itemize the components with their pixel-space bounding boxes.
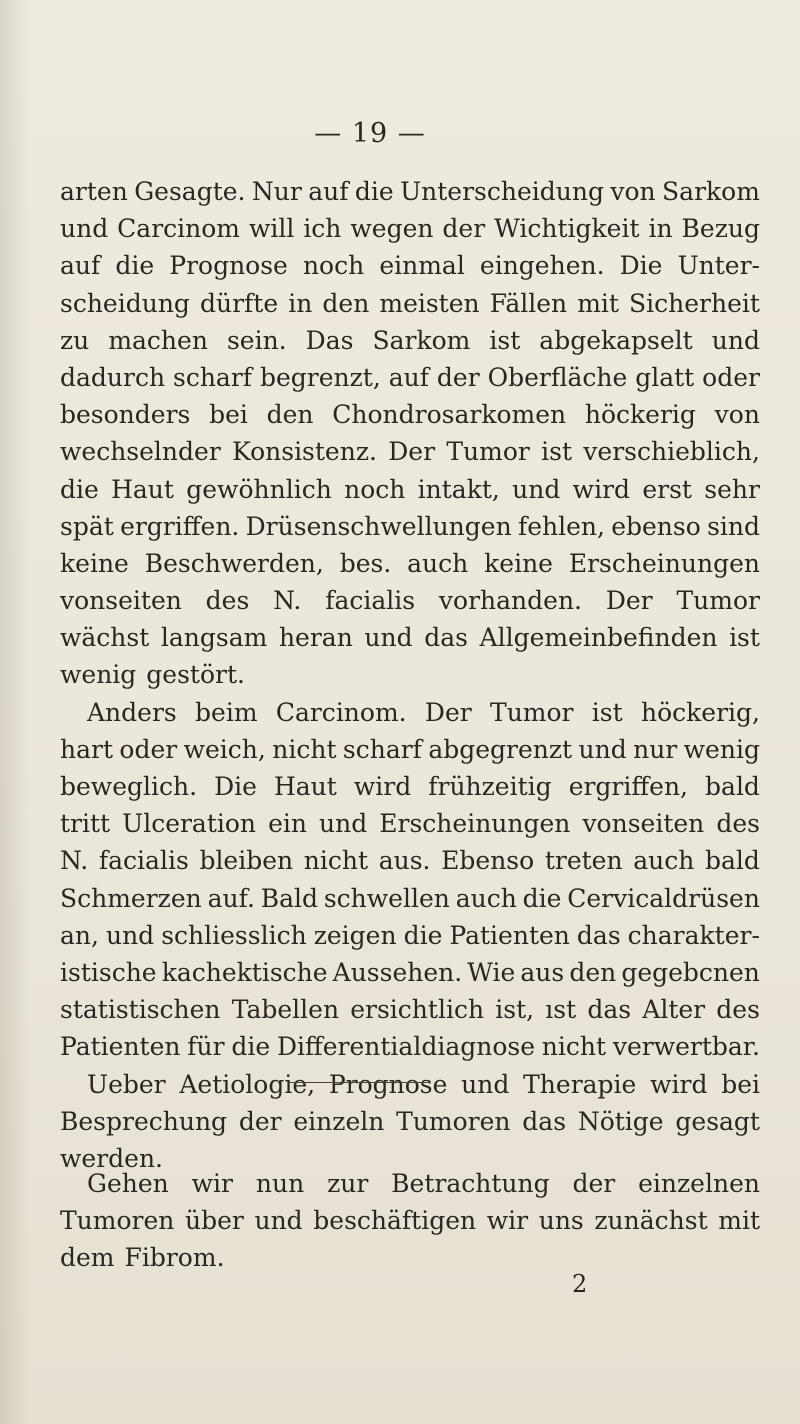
word: nicht xyxy=(272,734,337,764)
word: Tumor xyxy=(490,697,574,727)
word: nur xyxy=(633,734,678,764)
text-line xyxy=(60,210,760,247)
word: und xyxy=(364,623,413,653)
word: die xyxy=(60,474,99,504)
text-line xyxy=(60,582,760,619)
word: abgegrenzt xyxy=(428,734,573,764)
word: die xyxy=(522,883,562,913)
word: Nur xyxy=(251,177,302,206)
word: Therapie xyxy=(523,1069,637,1099)
text-line xyxy=(60,1202,760,1239)
text-line xyxy=(60,656,760,693)
word: nicht xyxy=(303,846,369,876)
word: die xyxy=(115,251,155,281)
word: spät xyxy=(60,511,114,541)
word: Bezug xyxy=(681,214,760,244)
word: Sarkom xyxy=(662,177,760,206)
word: Das xyxy=(305,325,354,355)
word: mit xyxy=(718,1206,760,1236)
word: scheidung xyxy=(60,288,190,318)
word: dadurch xyxy=(60,362,166,392)
word: ein xyxy=(268,809,307,839)
word: auf xyxy=(388,362,429,392)
word: beschäftigen xyxy=(313,1206,477,1236)
word: Gesagte. xyxy=(134,177,246,206)
word: Wie xyxy=(467,957,516,987)
word: Der xyxy=(605,586,653,616)
word: machen xyxy=(108,325,208,355)
word: N. xyxy=(60,846,89,876)
word: frühzeitig xyxy=(428,772,552,801)
text-line xyxy=(60,880,760,917)
word: Fibrom. xyxy=(124,1243,225,1273)
text-line xyxy=(60,322,760,359)
word: vorhanden. xyxy=(438,586,583,616)
word: sehr xyxy=(704,474,760,504)
word: Drüsenschwellungen xyxy=(245,511,512,541)
word: wenig xyxy=(683,734,760,764)
word: erst xyxy=(642,474,692,504)
word: des xyxy=(716,809,760,839)
word: Wichtigkeit xyxy=(494,214,640,244)
word: auch xyxy=(455,883,517,913)
word: Chondrosarkomen xyxy=(332,400,567,430)
word: von xyxy=(714,400,760,430)
word: Allgemeinbefinden xyxy=(479,623,718,653)
word: wir xyxy=(486,1206,529,1236)
word: gegebcnen xyxy=(621,957,760,987)
word: Aetiologie, xyxy=(179,1069,316,1099)
word: ergriffen. xyxy=(120,511,240,541)
text-line xyxy=(60,1239,760,1276)
word: für xyxy=(187,1032,225,1062)
word: ist, xyxy=(495,995,535,1025)
word: vonseiten xyxy=(60,586,182,616)
word: bleiben xyxy=(199,846,294,876)
word: mit xyxy=(577,288,619,318)
word: in xyxy=(288,288,313,318)
word: verwertbar. xyxy=(612,1032,760,1062)
word: und xyxy=(254,1206,303,1236)
word: ist xyxy=(541,437,572,467)
word: noch xyxy=(302,251,365,281)
word: Carcinom xyxy=(117,214,241,244)
word: keine xyxy=(484,548,553,578)
word: dürfte xyxy=(200,288,279,318)
word: den xyxy=(266,400,314,430)
text-line xyxy=(60,396,760,433)
word: den xyxy=(569,957,617,987)
word: dem xyxy=(60,1243,115,1273)
word: bei xyxy=(209,400,248,430)
text-line xyxy=(60,805,760,842)
word: Erscheinungen xyxy=(568,548,760,578)
word: gestört. xyxy=(146,660,245,690)
word: Patienten xyxy=(449,920,570,950)
word: bald xyxy=(705,772,760,801)
word: langsam xyxy=(160,623,268,653)
word: einmal xyxy=(379,251,465,281)
word: höckerig xyxy=(584,400,696,430)
word: wenig xyxy=(60,660,137,690)
text-line xyxy=(60,1028,760,1065)
word: Haut xyxy=(273,772,337,801)
word: begrenzt, xyxy=(259,362,381,392)
word: Ebenso xyxy=(441,846,535,876)
word: vonseiten xyxy=(582,809,705,839)
word: die xyxy=(231,1032,271,1062)
word: und xyxy=(319,809,368,839)
word: gewöhnlich xyxy=(186,474,332,504)
word: des xyxy=(716,995,760,1025)
word: zunächst xyxy=(594,1206,708,1236)
word: Oberfläche xyxy=(487,362,628,392)
page-number: — 19 — xyxy=(314,118,426,149)
section-text xyxy=(60,1165,760,1277)
word: Carcinom. xyxy=(275,697,407,727)
section-divider xyxy=(290,1082,430,1083)
word: und xyxy=(711,325,760,355)
word: Nötige xyxy=(577,1106,664,1136)
word: eingehen. xyxy=(479,251,605,281)
word: die xyxy=(354,177,394,206)
word: das xyxy=(522,1106,567,1136)
word: abgekapselt xyxy=(539,325,693,355)
word: die xyxy=(403,920,443,950)
word: meisten xyxy=(379,288,480,318)
word: Die xyxy=(214,772,257,801)
word: und xyxy=(512,474,561,504)
word: wird xyxy=(572,474,631,504)
word: tritt xyxy=(60,809,111,839)
word: aus xyxy=(520,957,565,987)
word: höckerig, xyxy=(640,697,760,727)
word: Konsistenz. xyxy=(232,437,377,467)
word: wechselnder xyxy=(60,437,221,467)
text-line xyxy=(60,954,760,991)
word: scharf xyxy=(342,734,422,764)
word: Differentialdiagnose xyxy=(276,1032,536,1062)
word: sein. xyxy=(226,325,287,355)
word: Fällen xyxy=(489,288,568,318)
text-line xyxy=(60,1165,760,1202)
word: das xyxy=(576,920,621,950)
word: Tumor xyxy=(446,437,530,467)
text-line xyxy=(60,768,760,805)
word: Anders xyxy=(87,697,177,727)
word: kachektische xyxy=(161,957,328,987)
word: wegen xyxy=(350,214,434,244)
word: Prognose xyxy=(169,251,288,281)
word: Besprechung xyxy=(60,1106,228,1136)
word: ergriffen, xyxy=(568,772,688,801)
text-line xyxy=(60,694,760,731)
word: bes. xyxy=(339,548,392,578)
word: keine xyxy=(60,548,129,578)
word: der xyxy=(442,214,486,244)
word: Unterscheidung xyxy=(400,177,604,206)
word: arten xyxy=(60,177,128,206)
word: ersichtlich xyxy=(350,995,485,1025)
text-line xyxy=(60,433,760,470)
word: zeigen xyxy=(313,920,397,950)
word: aus. xyxy=(378,846,431,876)
word: wird xyxy=(650,1069,708,1099)
word: intakt, xyxy=(417,474,500,504)
word: Tumor xyxy=(676,586,760,616)
word: den xyxy=(322,288,370,318)
word: charakter- xyxy=(627,920,760,950)
page-binding-shadow xyxy=(0,0,30,1424)
word: Beschwerden, xyxy=(144,548,324,578)
text-line xyxy=(60,285,760,322)
word: sind xyxy=(707,511,760,541)
signature-mark: 2 xyxy=(572,1270,588,1298)
word: facialis xyxy=(325,586,416,616)
text-line xyxy=(60,471,760,508)
word: Sarkom xyxy=(372,325,471,355)
word: Patienten xyxy=(60,1032,181,1062)
word: Gehen xyxy=(87,1169,169,1198)
word: und xyxy=(461,1069,510,1099)
word: zu xyxy=(60,325,90,355)
word: beweglich. xyxy=(60,772,198,801)
text-line xyxy=(60,173,760,210)
word: auf xyxy=(308,177,349,206)
word: Ulceration xyxy=(122,809,257,839)
word: will xyxy=(248,214,295,244)
word: an, xyxy=(60,920,99,950)
word: Erscheinungen xyxy=(379,809,571,839)
word: Tumoren xyxy=(60,1206,175,1236)
word: ıst xyxy=(545,995,577,1025)
word: oder xyxy=(119,734,178,764)
word: oder xyxy=(702,362,760,392)
word: Aussehen. xyxy=(332,957,463,987)
word: in xyxy=(648,214,673,244)
word: ist xyxy=(729,623,760,653)
word: und xyxy=(578,734,627,764)
word: ebenso xyxy=(611,511,701,541)
word: treten xyxy=(544,846,623,876)
word: ist xyxy=(489,325,521,355)
word: auch xyxy=(633,846,695,876)
word: und xyxy=(105,920,155,950)
word: auch xyxy=(407,548,469,578)
word: facialis xyxy=(98,846,189,876)
word: der xyxy=(238,1106,282,1136)
word: über xyxy=(185,1206,244,1236)
word: Haut xyxy=(111,474,174,504)
word: Der xyxy=(388,437,436,467)
word: Tabellen xyxy=(231,995,340,1025)
word: Prognose xyxy=(328,1069,448,1099)
word: bald xyxy=(705,846,760,876)
text-line xyxy=(60,508,760,545)
word: Cervicaldrüsen xyxy=(567,883,760,913)
word: ist xyxy=(591,697,623,727)
text-line xyxy=(60,359,760,396)
word: und xyxy=(60,214,109,244)
word: von xyxy=(610,177,656,206)
word: nun xyxy=(255,1169,305,1198)
word: ich xyxy=(303,214,342,244)
word: Die xyxy=(619,251,663,281)
word: hart xyxy=(60,734,114,764)
word: Schmerzen xyxy=(60,883,202,913)
word: der xyxy=(572,1169,616,1198)
word: beim xyxy=(195,697,258,727)
word: Unter- xyxy=(677,251,760,281)
word: verschieblich, xyxy=(583,437,760,467)
word: Ueber xyxy=(87,1069,166,1099)
word: auf. xyxy=(207,883,255,913)
text-line xyxy=(60,247,760,284)
word: gesagt xyxy=(675,1106,760,1136)
word: wir xyxy=(191,1169,233,1198)
word: schliesslich xyxy=(161,920,307,950)
word: Betrachtung xyxy=(391,1169,550,1198)
word: werden. xyxy=(60,1143,163,1173)
word: das xyxy=(424,623,468,653)
word: statistischen xyxy=(60,995,221,1025)
text-line xyxy=(60,1066,760,1103)
main-text xyxy=(60,173,760,1177)
word: Alter xyxy=(642,995,706,1025)
text-line xyxy=(60,1103,760,1140)
word: des xyxy=(205,586,250,616)
word: fehlen, xyxy=(517,511,605,541)
word: istische xyxy=(60,957,157,987)
word: einzelnen xyxy=(638,1169,760,1198)
word: uns xyxy=(538,1206,584,1236)
text-line xyxy=(60,991,760,1028)
word: Sicherheit xyxy=(629,288,760,318)
word: der xyxy=(436,362,480,392)
text-line xyxy=(60,731,760,768)
word: Der xyxy=(424,697,472,727)
word: einzeln xyxy=(293,1106,385,1136)
word: N. xyxy=(273,586,302,616)
word: nicht xyxy=(541,1032,607,1062)
word: Bald xyxy=(260,883,319,913)
text-line xyxy=(60,917,760,954)
word: das xyxy=(587,995,632,1025)
word: wächst xyxy=(60,623,150,653)
word: besonders xyxy=(60,400,191,430)
text-line xyxy=(60,842,760,879)
word: weich, xyxy=(183,734,266,764)
word: heran xyxy=(278,623,353,653)
word: noch xyxy=(344,474,406,504)
word: bei xyxy=(721,1069,760,1099)
word: Tumoren xyxy=(396,1106,511,1136)
word: schwellen xyxy=(323,883,450,913)
text-line xyxy=(60,545,760,582)
text-line xyxy=(60,619,760,656)
word: scharf xyxy=(173,362,253,392)
word: zur xyxy=(327,1169,369,1198)
word: wird xyxy=(353,772,412,801)
word: glatt xyxy=(635,362,695,392)
word: auf xyxy=(60,251,101,281)
